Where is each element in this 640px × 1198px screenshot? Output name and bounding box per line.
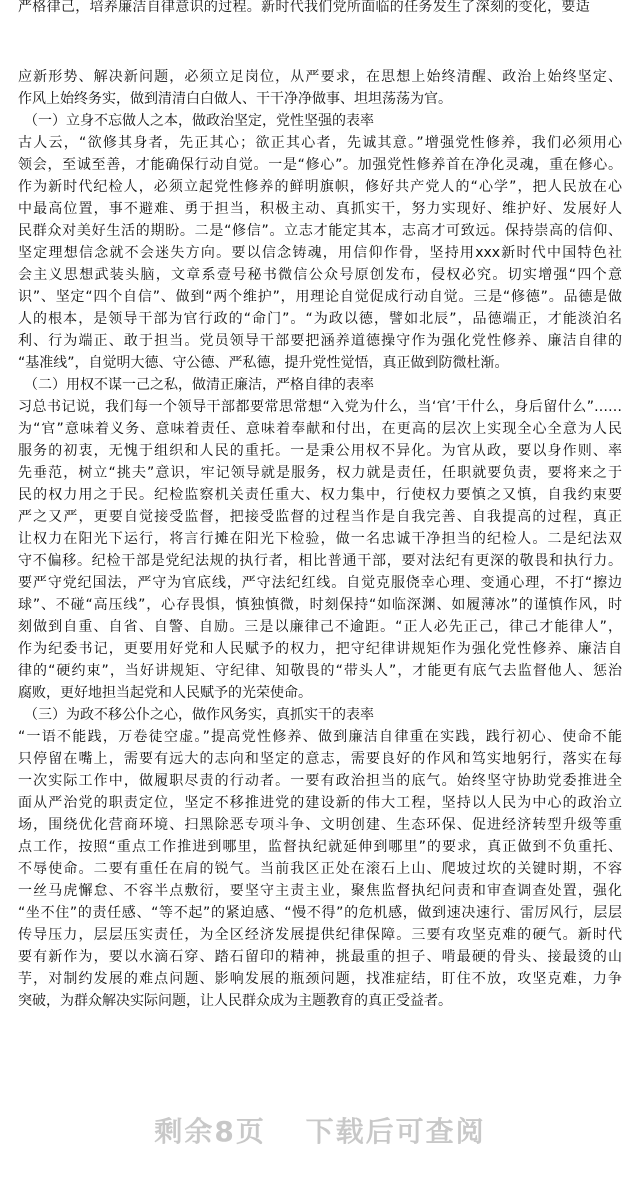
text-line: 突破，为群众解决实际问题，让人民群众成为主题教育的真正受益者。 <box>18 993 452 1009</box>
text-line: 让权力在阳光下运行，将言行摊在阳光下检验，做一名忠诚干净担当的纪检人。二是纪法双 <box>18 531 622 547</box>
previous-page-fragment <box>0 0 640 18</box>
text-line: 只停留在嘴上，需要有远大的志向和坚定的意志，需要良好的作风和笃实地躬行，落实在每 <box>18 751 622 767</box>
text-line: 应新形势、解决新问题，必须立足岗位，从严要求，在思想上始终清醒、政治上始终坚定、 <box>18 69 622 85</box>
text-line: 要严守党纪国法，严守为官底线，严守法纪红线。自觉克服侥幸心理、变通心理，不打“擦边 <box>18 575 622 591</box>
text-line: 中最高位置，事不避难、勇于担当，积极主动、真抓实干，努力实现好、维护好、发展好人 <box>18 201 622 217</box>
text-line: 传导压力，层层压实责任，为全区经济发展提供纪律保障。三要有攻坚克难的硬气。新时代 <box>18 927 622 943</box>
section-heading: （一）立身不忘做人之本，做政治坚定，党性坚强的表率 <box>24 113 374 129</box>
text-line: 利、行为端正、敢于担当。党员领导干部要把涵养道德操守作为强化党性修养、廉洁自律的 <box>18 333 622 349</box>
document-body <box>0 66 640 1012</box>
text-line: 守不偏移。纪检干部是党纪法规的执行者，相比普通干部，要对法纪有更深的敬畏和执行力。 <box>18 553 622 569</box>
text-line: 芋，对制约发展的难点问题、影响发展的瓶颈问题，找准症结，盯住不放，攻坚克难，力争 <box>18 971 622 987</box>
text-line: 会主义思想武装头脑，文章系壹号秘书微信公众号原创发布，侵权必究。切实增强“四个意 <box>18 267 622 283</box>
download-prompt[interactable] <box>0 1110 640 1150</box>
text-line: 律的“硬约束”，当好讲规矩、守纪律、知敬畏的“带头人”，才能更有底气去监督他人、惩治 <box>18 663 622 679</box>
text-line: 识”、坚定“四个自信”、做到“两个维护”，用理论自觉促成行动自觉。三是“修德”。品德是做 <box>18 289 622 305</box>
text-line: 面从严治党的职责定位，坚定不移推进党的建设新的伟大工程，坚持以人民为中心的政治立 <box>18 795 622 811</box>
remaining-pages-label: 剩余8页 <box>154 1115 266 1148</box>
text-line: 一丝马虎懈怠、不容半点敷衍，要坚守主责主业，聚焦监督执纪问责和审查调查处置，强化 <box>18 883 622 899</box>
text-line: 腐败，更好地担当起党和人民赋予的光荣使命。 <box>18 685 312 701</box>
text-line: 作风上始终务实，做到清清白白做人、干干净净做事、坦坦荡荡为官。 <box>18 91 452 107</box>
text-line: 严之又严，更要自觉接受监督，把接受监督的过程当作是自我完善、自我提高的过程，真正 <box>18 509 622 525</box>
text-line: “基准线”，自觉明大德、守公德、严私德，提升党性觉悟，真正做到防微杜渐。 <box>18 355 509 371</box>
text-line: 要有新作为，要以水滴石穿、踏石留印的精神，挑最重的担子、啃最硬的骨头、接最烫的山 <box>18 949 622 965</box>
text-line: “坐不住”的责任感、“等不起”的紧迫感、“慢不得”的危机感，做到速决速行、雷厉风行，层层 <box>18 905 622 921</box>
text-line: 一次实际工作中，做履职尽责的行动者。一要有政治担当的底气。始终坚守协助党委推进全 <box>18 773 622 789</box>
text-line: 点工作，按照“重点工作推进到哪里，监督执纪就延伸到哪里”的要求，真正做到不负重托、 <box>18 839 622 855</box>
section-3 <box>18 704 622 1012</box>
section-heading: （二）用权不谋一己之私，做清正廉洁，严格自律的表率 <box>24 377 374 393</box>
text-line: 场，围绕优化营商环境、扫黑除恶专项斗争、文明创建、生态环保、促进经济转型升级等重 <box>18 817 622 833</box>
text-line: 严格律己，培养廉洁自律意识的过程。新时代我们党所面临的任务发生了深刻的变化，要适 <box>18 0 590 15</box>
download-to-view-label[interactable]: 下载后可查阅 <box>305 1115 486 1148</box>
text-line: 先垂范，树立“挑夫”意识，牢记领导就是服务，权力就是责任，任职就要负责，要将来之于 <box>18 465 622 481</box>
text-line: 古人云，“欲修其身者，先正其心；欲正其心者，先诚其意。”增强党性修养，我们必须用心 <box>18 135 622 151</box>
text-line: “一语不能践，万卷徒空虚。”提高党性修养、做到廉洁自律重在实践，践行初心、使命不能 <box>18 729 622 745</box>
text-line: 球”、不碰“高压线”，心存畏惧，慎独慎微，时刻保持“如临深渊、如履薄冰”的谨慎作风，时 <box>18 597 622 613</box>
paragraph-intro <box>18 66 622 110</box>
text-line: 习总书记说，我们每一个领导干部都要常思常想“入党为什么，当‘官’干什么，身后留什么”…… <box>18 399 622 415</box>
section-2 <box>18 374 622 704</box>
text-line: 刻做到自重、自省、自警、自励。三是以廉律己不逾距。“正人必先正己，律己才能律人”， <box>18 619 622 635</box>
section-heading: （三）为政不移公仆之心，做作风务实，真抓实干的表率 <box>24 707 374 723</box>
text-line: 服务的初衷，无愧于组织和人民的重托。一是秉公用权不异化。为官从政，要以身作则、率 <box>18 443 622 459</box>
text-line: 坚定理想信念就不会迷失方向。要以信念铸魂，用信仰作骨，坚持用xxx新时代中国特色社 <box>18 245 622 261</box>
text-line: 民群众对美好生活的期盼。二是“修信”。立志才能定其本，志高才可致远。保持崇高的信仰、 <box>18 223 622 239</box>
text-line: 民的权力用之于民。纪检监察机关责任重大、权力集中，行使权力要慎之又慎，自我约束要 <box>18 487 622 503</box>
text-line: 不辱使命。二要有重任在肩的锐气。当前我区正处在滚石上山、爬坡过坎的关键时期，不容 <box>18 861 622 877</box>
text-line: 作为新时代纪检人，必须立起党性修养的鲜明旗帜，修好共产党人的“心学”，把人民放在心 <box>18 179 622 195</box>
text-line: 作为纪委书记，更要用好党和人民赋予的权力，把守纪律讲规矩作为强化党性修养、廉洁自 <box>18 641 622 657</box>
text-line: 人的根本，是领导干部为官行政的“命门”。“为政以德，譬如北辰”，品德端正，才能淡泊名 <box>18 311 622 327</box>
text-line: 领会，至诚至善，才能确保行动自觉。一是“修心”。加强党性修养首在净化灵魂，重在修心。 <box>18 157 622 173</box>
section-1 <box>18 110 622 374</box>
text-line: 为“官”意味着义务、意味着责任、意味着奉献和付出，在更高的层次上实现全心全意为人民 <box>18 421 622 437</box>
